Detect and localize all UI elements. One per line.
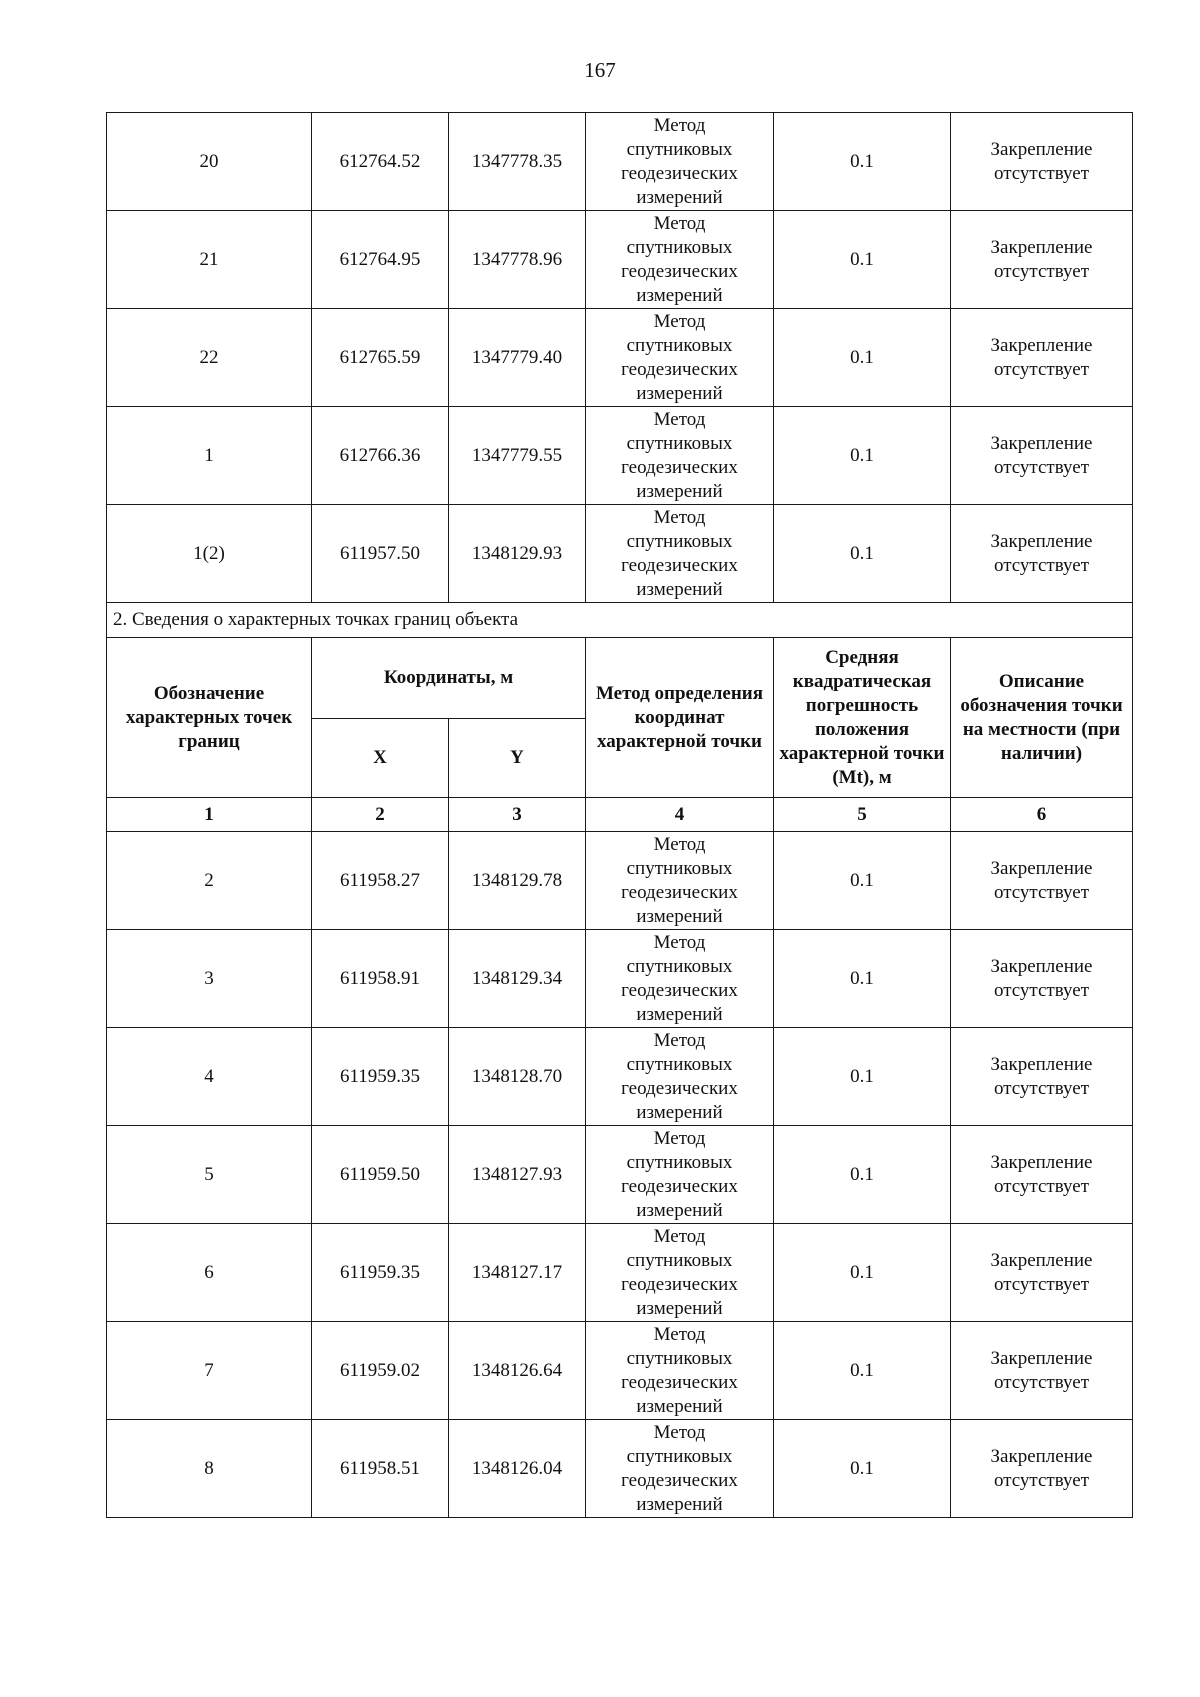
description-cell <box>951 505 1133 603</box>
point-cell-text: 2 <box>204 869 214 891</box>
point-cell-text: 21 <box>199 248 219 270</box>
table2-body <box>107 832 1133 1518</box>
y-coordinate-cell <box>449 211 586 309</box>
description-cell-text: Закрепление отсутствует <box>990 1445 1093 1491</box>
point-cell-text: 7 <box>204 1359 214 1381</box>
description-cell <box>951 832 1133 930</box>
table-row <box>107 1322 1133 1420</box>
error-cell <box>774 1420 951 1518</box>
method-cell <box>586 1322 774 1420</box>
header-error: Средняя квадратическая погрешность положения характерной точки (Mt), м <box>774 638 951 798</box>
method-cell <box>586 930 774 1028</box>
x-coordinate-cell-text: 612765.59 <box>339 346 421 368</box>
method-cell-text: Метод спутниковых геодезических измерений <box>621 114 738 208</box>
point-cell <box>107 1224 312 1322</box>
table-row <box>107 832 1133 930</box>
section2-header <box>107 603 1133 832</box>
y-coordinate-cell-text: 1347779.40 <box>471 346 563 368</box>
x-coordinate-cell-text: 611959.50 <box>339 1163 421 1185</box>
method-cell-text: Метод спутниковых геодезических измерений <box>621 1421 738 1515</box>
y-coordinate-cell-text: 1347778.35 <box>471 150 563 172</box>
method-cell-text: Метод спутниковых геодезических измерений <box>621 1029 738 1123</box>
error-cell-text: 0.1 <box>850 1359 874 1381</box>
description-cell-text: Закрепление отсутствует <box>990 236 1093 282</box>
method-cell-text: Метод спутниковых геодезических измерений <box>621 310 738 404</box>
method-cell <box>586 1224 774 1322</box>
error-cell <box>774 930 951 1028</box>
y-coordinate-cell <box>449 1126 586 1224</box>
table-row <box>107 505 1133 603</box>
y-coordinate-cell-text: 1348127.93 <box>471 1163 563 1185</box>
point-cell <box>107 309 312 407</box>
y-coordinate-cell-text: 1348129.34 <box>471 967 563 989</box>
y-coordinate-cell <box>449 832 586 930</box>
error-cell-text: 0.1 <box>850 248 874 270</box>
method-cell-text: Метод спутниковых геодезических измерений <box>621 212 738 306</box>
x-coordinate-cell-text: 612764.95 <box>339 248 421 270</box>
point-cell <box>107 211 312 309</box>
error-cell-text: 0.1 <box>850 967 874 989</box>
method-cell-text: Метод спутниковых геодезических измерений <box>621 1225 738 1319</box>
x-coordinate-cell <box>312 309 449 407</box>
error-cell <box>774 407 951 505</box>
x-coordinate-cell <box>312 930 449 1028</box>
table-row <box>107 113 1133 211</box>
method-cell <box>586 1126 774 1224</box>
x-coordinate-cell-text: 611959.35 <box>339 1065 421 1087</box>
point-cell-text: 8 <box>204 1457 214 1479</box>
y-coordinate-cell <box>449 407 586 505</box>
x-coordinate-cell-text: 611958.51 <box>339 1457 421 1479</box>
method-cell <box>586 832 774 930</box>
x-coordinate-cell-text: 612766.36 <box>339 444 421 466</box>
error-cell <box>774 1126 951 1224</box>
method-cell-text: Метод спутниковых геодезических измерений <box>621 833 738 927</box>
table-row <box>107 1224 1133 1322</box>
table-row <box>107 1420 1133 1518</box>
x-coordinate-cell <box>312 113 449 211</box>
method-cell-text: Метод спутниковых геодезических измерений <box>621 408 738 502</box>
description-cell-text: Закрепление отсутствует <box>990 138 1093 184</box>
table-row <box>107 407 1133 505</box>
description-cell <box>951 1322 1133 1420</box>
y-coordinate-cell <box>449 1322 586 1420</box>
description-cell <box>951 211 1133 309</box>
y-coordinate-cell <box>449 309 586 407</box>
description-cell-text: Закрепление отсутствует <box>990 955 1093 1001</box>
table-row <box>107 930 1133 1028</box>
description-cell <box>951 1126 1133 1224</box>
header-point: Обозначение характерных точек границ <box>107 638 312 798</box>
description-cell-text: Закрепление отсутствует <box>990 334 1093 380</box>
description-cell <box>951 930 1133 1028</box>
error-cell <box>774 309 951 407</box>
point-cell-text: 22 <box>199 346 219 368</box>
error-cell-text: 0.1 <box>850 444 874 466</box>
point-cell <box>107 1126 312 1224</box>
description-cell <box>951 1028 1133 1126</box>
header-y: Y <box>449 719 586 798</box>
x-coordinate-cell-text: 611958.91 <box>339 967 421 989</box>
x-coordinate-cell <box>312 1224 449 1322</box>
x-coordinate-cell <box>312 1126 449 1224</box>
x-coordinate-cell-text: 612764.52 <box>339 150 421 172</box>
col-number: 1 <box>107 798 312 832</box>
method-cell-text: Метод спутниковых геодезических измерений <box>621 1323 738 1417</box>
y-coordinate-cell-text: 1348129.93 <box>471 542 563 564</box>
error-cell <box>774 1322 951 1420</box>
y-coordinate-cell <box>449 1028 586 1126</box>
method-cell-text: Метод спутниковых геодезических измерений <box>621 931 738 1025</box>
error-cell <box>774 113 951 211</box>
point-cell <box>107 1028 312 1126</box>
description-cell-text: Закрепление отсутствует <box>990 1151 1093 1197</box>
description-cell-text: Закрепление отсутствует <box>990 857 1093 903</box>
table-row <box>107 1028 1133 1126</box>
y-coordinate-cell-text: 1347778.96 <box>471 248 563 270</box>
col-number: 6 <box>951 798 1133 832</box>
description-cell-text: Закрепление отсутствует <box>990 432 1093 478</box>
y-coordinate-cell-text: 1348126.04 <box>471 1457 563 1479</box>
point-cell-text: 4 <box>204 1065 214 1087</box>
y-coordinate-cell-text: 1347779.55 <box>471 444 563 466</box>
error-cell <box>774 505 951 603</box>
section-title: 2. Сведения о характерных точках границ объекта <box>107 603 1133 638</box>
description-cell-text: Закрепление отсутствует <box>990 1249 1093 1295</box>
method-cell <box>586 505 774 603</box>
method-cell <box>586 1420 774 1518</box>
x-coordinate-cell <box>312 1028 449 1126</box>
x-coordinate-cell <box>312 505 449 603</box>
page-number: 167 <box>584 58 616 82</box>
y-coordinate-cell-text: 1348128.70 <box>471 1065 563 1087</box>
x-coordinate-cell-text: 611958.27 <box>339 869 421 891</box>
coordinates-table <box>106 112 1133 1518</box>
header-x: X <box>312 719 449 798</box>
point-cell-text: 1(2) <box>193 542 225 564</box>
description-cell <box>951 113 1133 211</box>
point-cell <box>107 832 312 930</box>
col-number: 4 <box>586 798 774 832</box>
description-cell <box>951 1420 1133 1518</box>
error-cell-text: 0.1 <box>850 1065 874 1087</box>
point-cell-text: 1 <box>204 444 214 466</box>
x-coordinate-cell <box>312 832 449 930</box>
point-cell <box>107 407 312 505</box>
description-cell <box>951 407 1133 505</box>
error-cell <box>774 211 951 309</box>
error-cell <box>774 1028 951 1126</box>
table-row <box>107 211 1133 309</box>
error-cell-text: 0.1 <box>850 150 874 172</box>
error-cell-text: 0.1 <box>850 1457 874 1479</box>
x-coordinate-cell-text: 611959.02 <box>339 1359 421 1381</box>
error-cell <box>774 832 951 930</box>
point-cell-text: 20 <box>199 150 219 172</box>
method-cell <box>586 211 774 309</box>
method-cell <box>586 407 774 505</box>
header-method: Метод определения координат характерной точки <box>586 638 774 798</box>
point-cell <box>107 113 312 211</box>
y-coordinate-cell <box>449 505 586 603</box>
x-coordinate-cell <box>312 1322 449 1420</box>
point-cell <box>107 1322 312 1420</box>
x-coordinate-cell <box>312 407 449 505</box>
method-cell-text: Метод спутниковых геодезических измерений <box>621 506 738 600</box>
description-cell <box>951 309 1133 407</box>
method-cell <box>586 1028 774 1126</box>
error-cell-text: 0.1 <box>850 542 874 564</box>
method-cell-text: Метод спутниковых геодезических измерений <box>621 1127 738 1221</box>
table-row <box>107 1126 1133 1224</box>
header-desc: Описание обозначения точки на местности (при наличии) <box>951 638 1133 798</box>
col-number: 5 <box>774 798 951 832</box>
y-coordinate-cell-text: 1348127.17 <box>471 1261 563 1283</box>
y-coordinate-cell <box>449 1224 586 1322</box>
description-cell-text: Закрепление отсутствует <box>990 1347 1093 1393</box>
y-coordinate-cell <box>449 113 586 211</box>
method-cell <box>586 113 774 211</box>
table-row <box>107 309 1133 407</box>
x-coordinate-cell-text: 611957.50 <box>339 542 421 564</box>
point-cell-text: 6 <box>204 1261 214 1283</box>
x-coordinate-cell-text: 611959.35 <box>339 1261 421 1283</box>
y-coordinate-cell <box>449 1420 586 1518</box>
y-coordinate-cell-text: 1348129.78 <box>471 869 563 891</box>
x-coordinate-cell <box>312 1420 449 1518</box>
col-number: 3 <box>449 798 586 832</box>
y-coordinate-cell-text: 1348126.64 <box>471 1359 563 1381</box>
error-cell-text: 0.1 <box>850 346 874 368</box>
point-cell <box>107 930 312 1028</box>
point-cell <box>107 505 312 603</box>
table1-body <box>107 113 1133 603</box>
error-cell <box>774 1224 951 1322</box>
error-cell-text: 0.1 <box>850 1261 874 1283</box>
x-coordinate-cell <box>312 211 449 309</box>
error-cell-text: 0.1 <box>850 869 874 891</box>
col-number: 2 <box>312 798 449 832</box>
point-cell <box>107 1420 312 1518</box>
point-cell-text: 5 <box>204 1163 214 1185</box>
point-cell-text: 3 <box>204 967 214 989</box>
y-coordinate-cell <box>449 930 586 1028</box>
description-cell-text: Закрепление отсутствует <box>990 530 1093 576</box>
description-cell <box>951 1224 1133 1322</box>
description-cell-text: Закрепление отсутствует <box>990 1053 1093 1099</box>
error-cell-text: 0.1 <box>850 1163 874 1185</box>
header-coords: Координаты, м <box>312 638 586 719</box>
method-cell <box>586 309 774 407</box>
